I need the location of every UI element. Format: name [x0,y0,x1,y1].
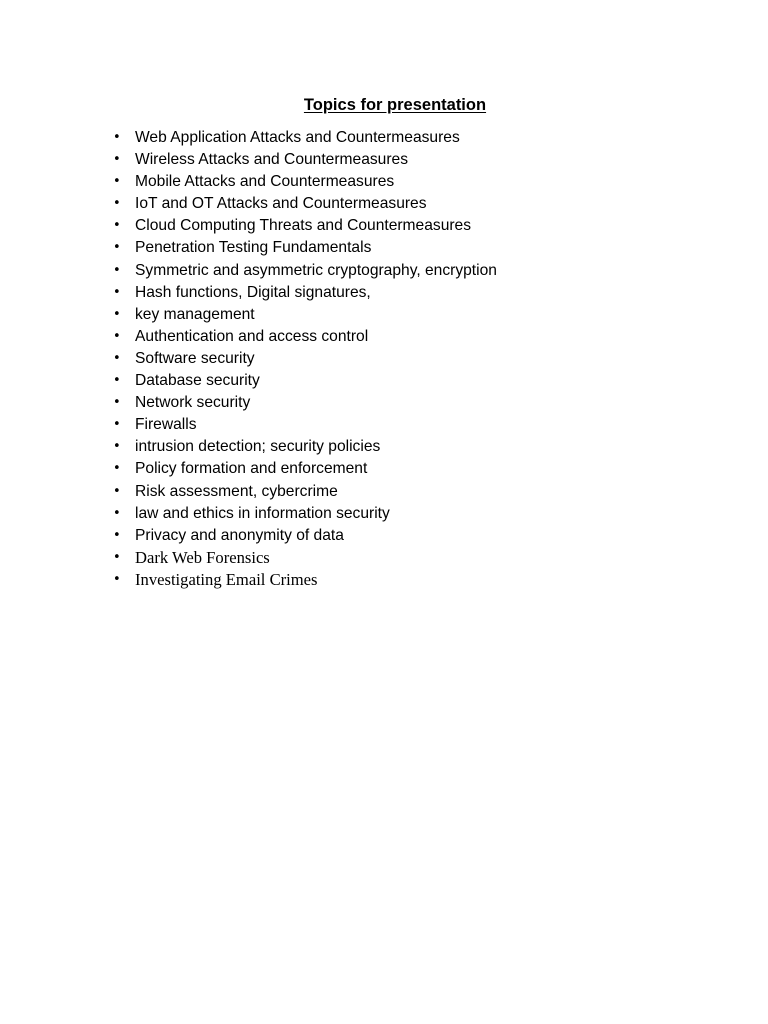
list-item [108,348,497,370]
list-item [108,282,497,304]
bullet-icon: • [113,306,121,322]
bullet-icon: • [113,417,121,433]
bullet-icon: • [113,130,121,145]
bullet-icon: • [113,328,121,344]
list-item [108,414,497,436]
list-item [108,149,497,171]
list-item [108,392,497,414]
list-item-text: law and ethics in information security [135,504,390,522]
bullet-icon: • [113,571,121,587]
list-item-text: Symmetric and asymmetric cryptography, encryption [135,261,497,279]
bullet-icon: • [113,196,121,212]
bullet-icon: • [113,439,121,455]
list-item-text: Database security [135,372,260,390]
bullet-icon: • [113,461,121,477]
list-item-text: key management [135,305,255,323]
list-item [108,127,497,149]
list-item-text: Privacy and anonymity of data [135,526,344,544]
list-item-text: Firewalls [135,416,197,434]
list-item-text: Mobile Attacks and Countermeasures [135,173,395,191]
list-item [108,260,497,282]
list-item [108,171,497,193]
list-item-text: Software security [135,349,255,367]
list-item [108,547,497,569]
bullet-icon: • [113,549,121,565]
bullet-icon: • [113,218,121,234]
bullet-icon: • [113,284,121,300]
list-item-text: Investigating Email Crimes [135,569,318,589]
list-item-text: Penetration Testing Fundamentals [135,239,372,257]
bullet-icon: • [113,152,121,168]
list-item [108,193,497,215]
list-item [108,481,497,503]
list-item [108,215,497,237]
list-item-text: Cloud Computing Threats and Countermeasures [135,217,472,235]
list-item [108,326,497,348]
list-item-text: intrusion detection; security policies [135,438,381,456]
bullet-icon: • [113,240,121,256]
list-item [108,525,497,547]
bullet-icon: • [113,505,121,521]
list-item-text: Authentication and access control [135,327,369,345]
bullet-icon: • [113,483,121,499]
list-item [108,304,497,326]
list-item-text: Network security [135,394,251,412]
list-item-text: Policy formation and enforcement [135,460,368,478]
bullet-icon: • [113,527,121,543]
list-item-text: Wireless Attacks and Countermeasures [135,151,409,169]
list-item-text: Hash functions, Digital signatures, [135,283,371,301]
list-item-text: Risk assessment, cybercrime [135,482,338,500]
bullet-icon: • [113,262,121,278]
bullet-icon: • [113,174,121,190]
list-item [108,569,497,591]
list-item [108,436,497,458]
document-title: Topics for presentation [303,96,487,114]
list-item [108,458,497,480]
bullet-icon: • [113,395,121,411]
list-item-text: Web Application Attacks and Countermeasures [135,129,460,146]
bullet-icon: • [113,373,121,389]
list-item [108,237,497,259]
list-item-text: Dark Web Forensics [135,547,270,567]
list-item [108,503,497,525]
list-item-text: IoT and OT Attacks and Countermeasures [135,195,427,213]
list-item [108,370,497,392]
bullet-icon: • [113,350,121,366]
topic-list [108,127,497,591]
